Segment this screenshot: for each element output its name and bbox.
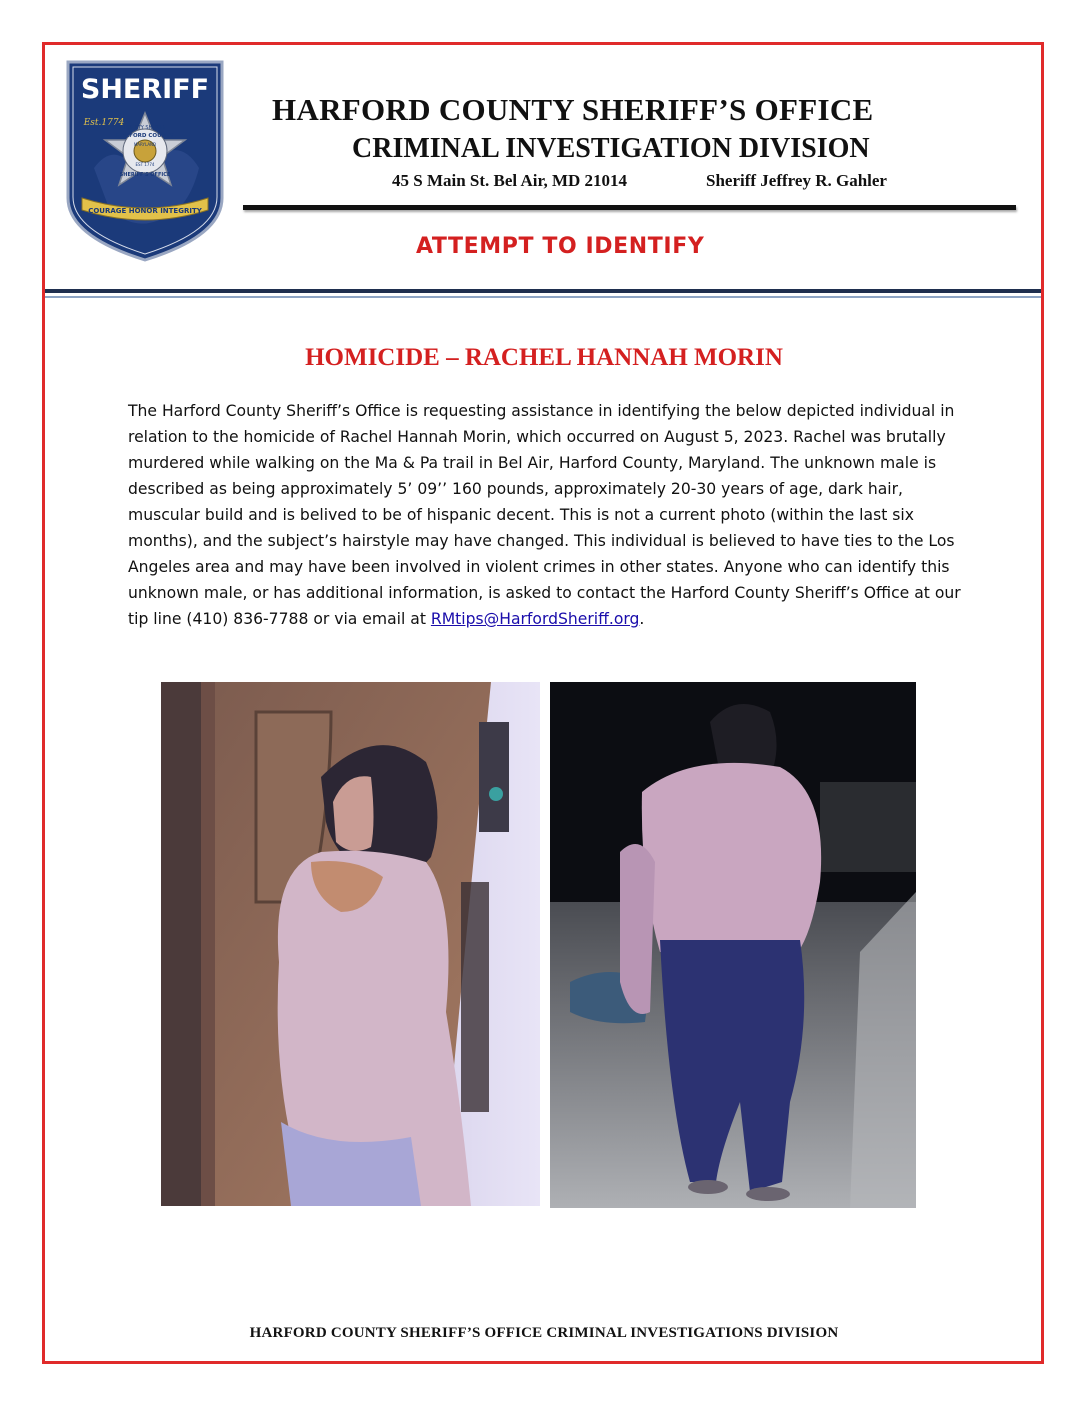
office-address: 45 S Main St. Bel Air, MD 21014	[392, 171, 628, 190]
svg-text:MARYLAND: MARYLAND	[133, 142, 157, 147]
svg-text:SHERIFF: SHERIFF	[80, 74, 210, 105]
notice-type-heading: ATTEMPT TO IDENTIFY	[416, 234, 705, 259]
svg-text:SHERIFF'S OFFICE: SHERIFF'S OFFICE	[119, 172, 171, 178]
surveillance-photo-outdoor	[550, 682, 916, 1208]
footer-division: HARFORD COUNTY SHERIFF’S OFFICE CRIMINAL INVESTIGATIONS DIVISION	[249, 1325, 839, 1341]
case-description	[128, 398, 968, 632]
section-divider-light	[45, 296, 1041, 298]
svg-text:LIBERTY SHERIFF: LIBERTY SHERIFF	[123, 125, 167, 131]
case-description-end: .	[639, 610, 645, 628]
office-name: HARFORD COUNTY SHERIFF’S OFFICE	[272, 92, 874, 127]
section-divider-dark	[45, 289, 1041, 293]
tip-email-link[interactable]: RMtips@HarfordSheriff.org	[430, 610, 640, 628]
sheriff-name: Sheriff Jeffrey R. Gahler	[706, 171, 887, 190]
division-name: CRIMINAL INVESTIGATION DIVISION	[352, 133, 870, 164]
svg-text:EST 1774: EST 1774	[135, 162, 155, 167]
svg-text:COURAGE HONOR INTEGRITY: COURAGE HONOR INTEGRITY	[88, 207, 202, 215]
svg-text:Est.1774: Est.1774	[83, 118, 125, 128]
case-title: HOMICIDE – RACHEL HANNAH MORIN	[305, 344, 783, 371]
svg-text:HARFORD COUNTY: HARFORD COUNTY	[116, 133, 174, 139]
sheriff-badge-logo	[64, 58, 226, 264]
surveillance-photo-indoor	[161, 682, 540, 1206]
header-divider	[243, 205, 1016, 210]
case-description-text: The Harford County Sheriff’s Office is requesting assistance in identifying the below depicted individual in relation to the homicide of Rachel Hannah Morin, which occurred on August 5, 2023. Rachel was brutally murdered while walking on the Ma & Pa trail in Bel Air, Harford County, Maryland. The unknown male is described as being approximately 5’ 09’’ 160 pounds, approximately 20-30 years of age, dark hair, muscular build and is belived to be of hispanic decent. This is not a current photo (within the last six months), and the subject’s hairstyle may have changed. This individual is believed to have ties to the Los Angeles area and may have been involved in violent crimes in other states. Anyone who can identify this unknown male, or has additional information, is asked to contact the Harford County Sheriff’s Office at our tip line (410) 836-7788 or via email at	[128, 402, 961, 628]
